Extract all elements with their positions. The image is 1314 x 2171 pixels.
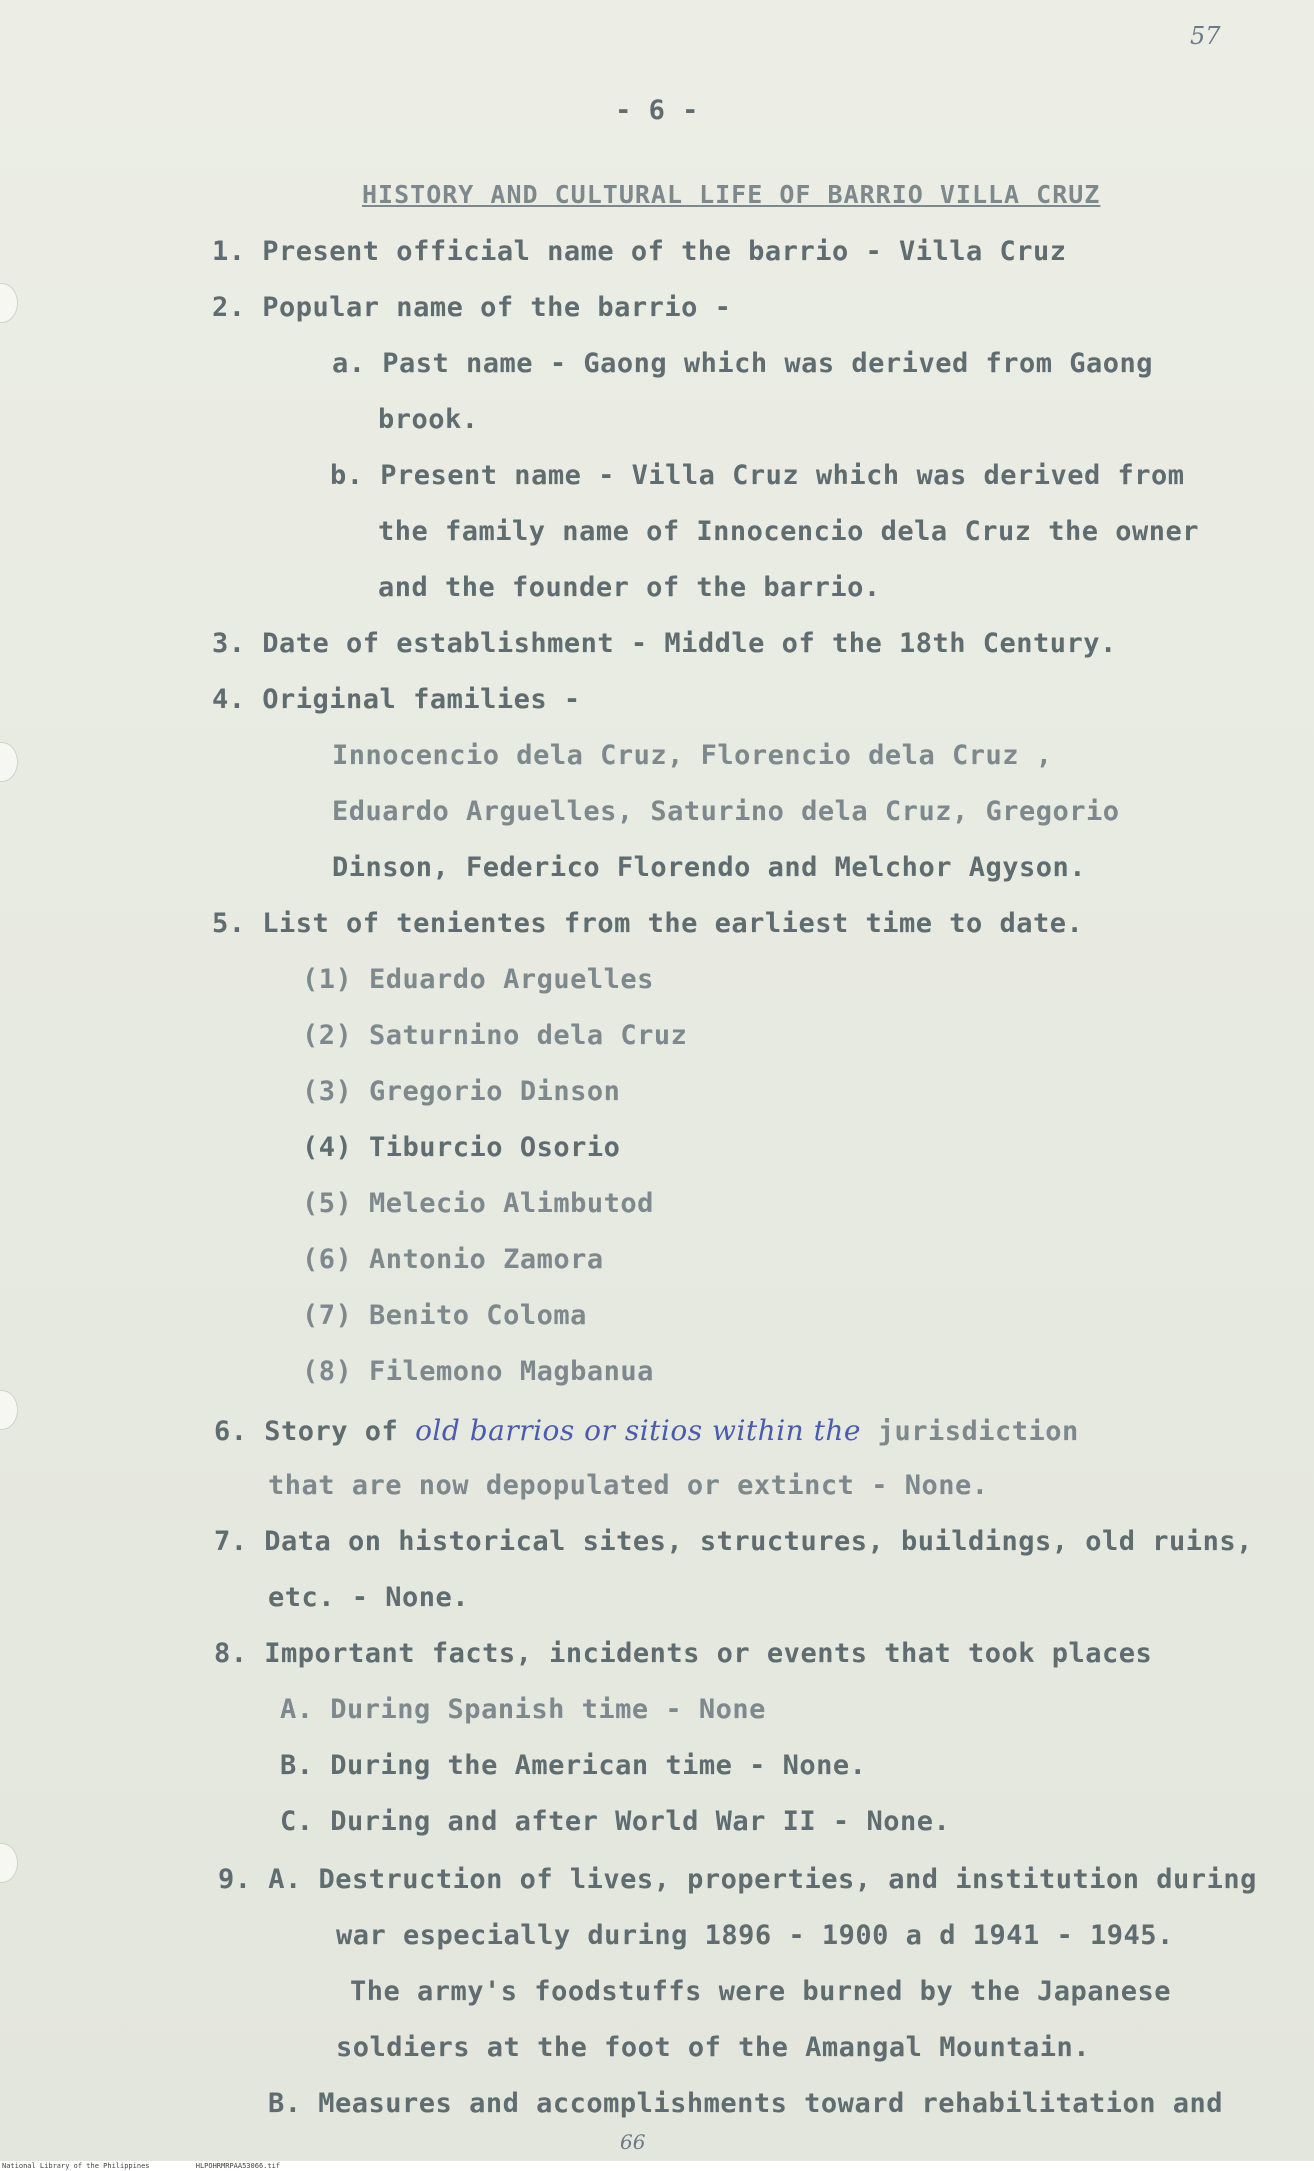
item-6-typed-end: jurisdiction: [877, 1416, 1079, 1447]
item-5: 5. List of tenientes from the earliest time to date.: [212, 908, 1084, 939]
item-3: 3. Date of establishment - Middle of the 18th Century.: [212, 628, 1117, 659]
teniente-8: (8) Filemono Magbanua: [302, 1356, 654, 1387]
item-6-line-2: that are now depopulated or extinct - None.: [268, 1470, 989, 1501]
item-8b: B. During the American time - None.: [280, 1750, 867, 1781]
item-4: 4. Original families -: [212, 684, 581, 715]
teniente-7: (7) Benito Coloma: [302, 1300, 587, 1331]
punch-hole: [0, 1390, 18, 1430]
item-4-families-line-1: Innocencio dela Cruz, Florencio dela Cruz ,: [332, 740, 1053, 771]
item-1: 1. Present official name of the barrio - Villa Cruz: [212, 236, 1067, 267]
item-4-families-line-2: Eduardo Arguelles, Saturino dela Cruz, Gregorio: [332, 796, 1120, 827]
item-2a-line-1: a. Past name - Gaong which was derived from Gaong: [332, 348, 1154, 379]
item-6-typed-start: 6. Story of: [214, 1416, 399, 1447]
corner-page-note: 57: [1190, 22, 1221, 50]
item-9-line-1: 9. A. Destruction of lives, properties, and institution during: [218, 1864, 1257, 1895]
teniente-5: (5) Melecio Alimbutod: [302, 1188, 654, 1219]
item-2b-line-1: b. Present name - Villa Cruz which was derived from: [330, 460, 1185, 491]
item-2a-line-2: brook.: [378, 404, 479, 435]
teniente-6: (6) Antonio Zamora: [302, 1244, 604, 1275]
page-number: - 6 -: [615, 95, 699, 126]
item-7-line-1: 7. Data on historical sites, structures, buildings, old ruins,: [214, 1526, 1253, 1557]
item-6-line-1: [214, 1414, 1079, 1447]
item-9-line-3: The army's foodstuffs were burned by the Japanese: [350, 1976, 1172, 2007]
item-8c: C. During and after World War II - None.: [280, 1806, 951, 1837]
item-9-line-4: soldiers at the foot of the Amangal Mountain.: [336, 2032, 1090, 2063]
scan-footer: [0, 2161, 1314, 2171]
bottom-page-note: 66: [620, 2130, 646, 2154]
teniente-2: (2) Saturnino dela Cruz: [302, 1020, 688, 1051]
item-2b-line-3: and the founder of the barrio.: [378, 572, 881, 603]
item-8a: A. During Spanish time - None: [280, 1694, 766, 1725]
teniente-3: (3) Gregorio Dinson: [302, 1076, 621, 1107]
teniente-4: (4) Tiburcio Osorio: [302, 1132, 621, 1163]
punch-hole: [0, 742, 18, 782]
footer-library: National Library of the Philippines: [2, 2162, 150, 2170]
teniente-1: (1) Eduardo Arguelles: [302, 964, 654, 995]
punch-hole: [0, 283, 18, 323]
item-9-line-2: war especially during 1896 - 1900 a d 1941 - 1945.: [336, 1920, 1174, 1951]
item-4-families-line-3: Dinson, Federico Florendo and Melchor Agyson.: [332, 852, 1086, 883]
punch-hole: [0, 1843, 18, 1883]
item-2: 2. Popular name of the barrio -: [212, 292, 732, 323]
item-7-line-2: etc. - None.: [268, 1582, 470, 1613]
item-8: 8. Important facts, incidents or events that took places: [214, 1638, 1153, 1669]
item-6-handwritten-insert: old barrios or sitios within the: [415, 1414, 861, 1447]
footer-file: HLPOHRMRPAA53066.tif: [195, 2162, 281, 2170]
item-9b: B. Measures and accomplishments toward rehabilitation and: [268, 2088, 1224, 2119]
page-title: HISTORY AND CULTURAL LIFE OF BARRIO VILLA CRUZ: [362, 180, 1101, 209]
item-2b-line-2: the family name of Innocencio dela Cruz the owner: [378, 516, 1200, 547]
